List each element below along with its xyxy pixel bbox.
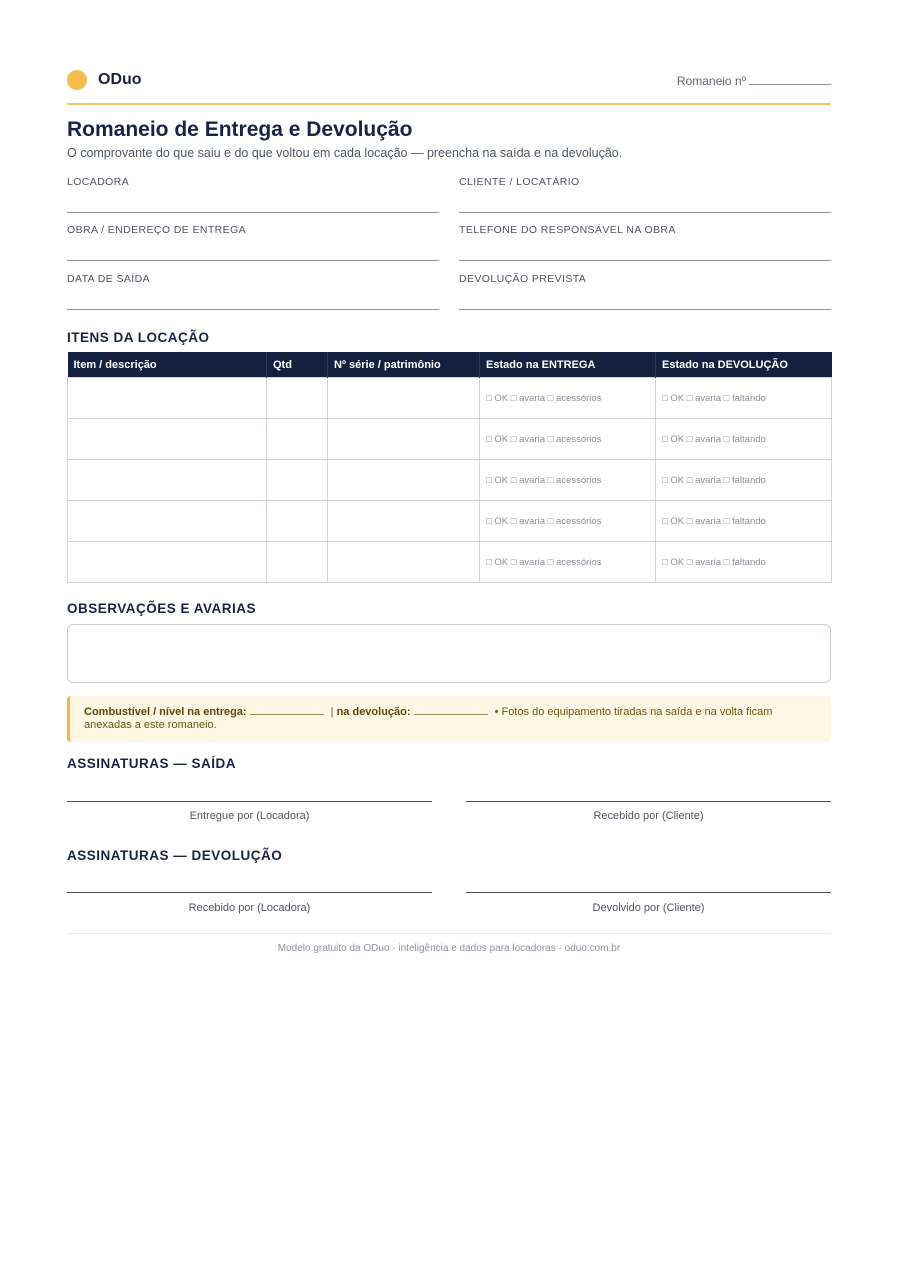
table-row [68,460,832,501]
page-subtitle: O comprovante do que saiu e do que voltou em cada locação — preencha na saída e na devolução. [67,146,623,160]
field-label: TELEFONE DO RESPONSÁVEL NA OBRA [459,224,676,236]
romaneio-number-blank[interactable] [749,75,831,85]
table-row [68,419,832,460]
serie-cell[interactable] [328,419,480,460]
entrega-status-cell[interactable]: □ OK □ avaria □ acessórios [480,460,656,501]
devolucao-status-cell[interactable]: □ OK □ avaria □ faltando [656,460,832,501]
table-row [68,378,832,419]
column-header-qtd: Qtd [267,352,328,378]
fuel-photo-note: Fotos do equipamento tiradas na saída e na volta ficam anexadas a este romaneio. [84,706,773,731]
signature-label: Entregue por (Locadora) [189,810,310,822]
item-cell[interactable] [68,501,267,542]
logo-icon [67,70,87,90]
field-label: CLIENTE / LOCATÁRIO [459,176,580,188]
serie-cell[interactable] [328,542,480,583]
page-title: Romaneio de Entrega e Devolução [67,118,413,141]
document-header [67,67,831,105]
signature-line-entregue[interactable] [67,801,432,802]
fuel-entrega-label: Combustível / nível na entrega: [84,706,247,718]
fuel-bullet: • [494,706,499,718]
column-header-devolucao: Estado na DEVOLUÇÃO [656,352,832,378]
assinaturas-devolucao-title: ASSINATURAS — DEVOLUÇÃO [67,848,283,863]
entrega-status-cell[interactable]: □ OK □ avaria □ acessórios [480,501,656,542]
signature-label: Devolvido por (Cliente) [592,902,705,914]
signature-label: Recebido por (Locadora) [188,902,311,914]
observacoes-section-title: OBSERVAÇÕES E AVARIAS [67,601,257,616]
qtd-cell[interactable] [267,378,328,419]
field-cliente[interactable] [459,176,831,213]
devolucao-status-cell[interactable]: □ OK □ avaria □ faltando [656,501,832,542]
fuel-devolucao-label: na devolução: [336,706,411,718]
qtd-cell[interactable] [267,542,328,583]
column-header-entrega: Estado na ENTREGA [480,352,656,378]
devolucao-status-cell[interactable]: □ OK □ avaria □ faltando [656,542,832,583]
field-obra[interactable] [67,224,439,261]
field-label: DATA DE SAÍDA [67,273,150,285]
serie-cell[interactable] [328,460,480,501]
field-label: OBRA / ENDEREÇO DE ENTREGA [67,224,247,236]
brand-name: ODuo [98,71,142,88]
field-label: DEVOLUÇÃO PREVISTA [459,273,587,285]
serie-cell[interactable] [328,378,480,419]
page-footer: Modelo gratuito da ODuo · inteligência e dados para locadoras · oduo.com.br [67,933,831,954]
qtd-cell[interactable] [267,501,328,542]
items-section-title: ITENS DA LOCAÇÃO [67,330,210,345]
entrega-status-cell[interactable]: □ OK □ avaria □ acessórios [480,419,656,460]
field-data-saida[interactable] [67,273,439,310]
signature-label: Recebido por (Cliente) [593,810,704,822]
item-cell[interactable] [68,419,267,460]
field-devolucao-prevista[interactable] [459,273,831,310]
signature-line-devolvido-cliente[interactable] [466,892,831,893]
item-cell[interactable] [68,378,267,419]
table-header-row [68,352,832,378]
item-cell[interactable] [68,460,267,501]
observacoes-textarea[interactable] [67,624,831,683]
entrega-status-cell[interactable]: □ OK □ avaria □ acessórios [480,542,656,583]
romaneio-number [677,74,831,88]
devolucao-status-cell[interactable]: □ OK □ avaria □ faltando [656,419,832,460]
fuel-note-box [67,696,831,742]
assinaturas-saida-title: ASSINATURAS — SAÍDA [67,756,237,771]
romaneio-number-label: Romaneio nº [676,74,746,88]
field-label: LOCADORA [67,176,130,188]
fuel-separator: | [330,706,334,718]
field-locadora[interactable] [67,176,439,213]
qtd-cell[interactable] [267,419,328,460]
column-header-item: Item / descrição [68,352,267,378]
column-header-serie: Nº série / patrimônio [328,352,480,378]
fuel-entrega-blank[interactable] [250,706,324,715]
signature-line-recebido-cliente[interactable] [466,801,831,802]
entrega-status-cell[interactable]: □ OK □ avaria □ acessórios [480,378,656,419]
fuel-devolucao-blank[interactable] [414,706,488,715]
qtd-cell[interactable] [267,460,328,501]
serie-cell[interactable] [328,501,480,542]
item-cell[interactable] [68,542,267,583]
devolucao-status-cell[interactable]: □ OK □ avaria □ faltando [656,378,832,419]
signature-line-recebido-locadora[interactable] [67,892,432,893]
table-row [68,501,832,542]
items-table [67,352,832,583]
field-telefone[interactable] [459,224,831,261]
table-row [68,542,832,583]
